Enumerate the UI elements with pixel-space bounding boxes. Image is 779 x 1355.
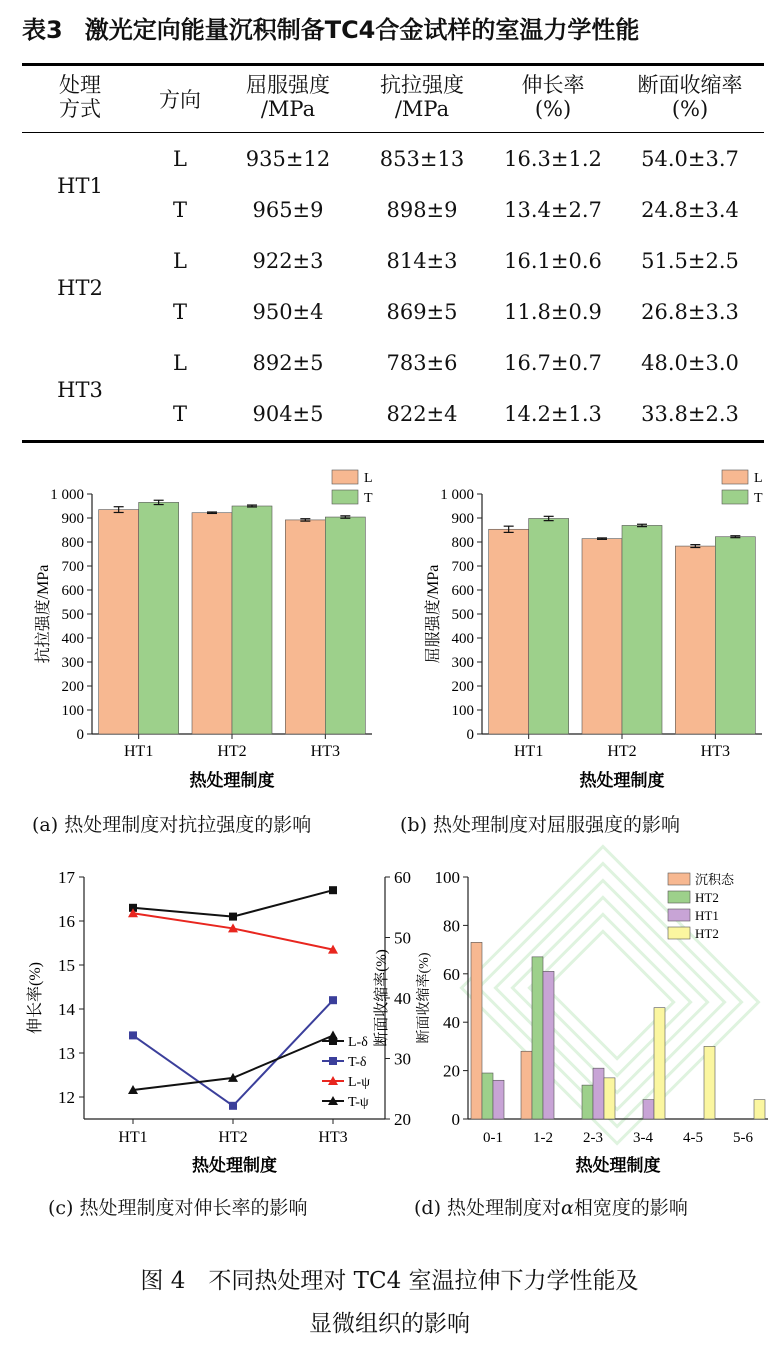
x-tick-label: 5-6 [733,1130,753,1146]
y-tick-label: 200 [61,679,84,695]
chart-yield-strength [390,462,779,802]
header-yield-line1: 屈服强度 [246,73,330,97]
bar-T-HT1 [529,518,569,734]
y-tick-label: 14 [58,1000,75,1019]
cell-direction: L [173,249,187,273]
x-tick-label: HT3 [700,743,730,760]
legend-swatch [668,873,690,885]
y-tick-label: 600 [61,583,84,599]
caption-d-prefix: (d) 热处理制度对 [414,1197,562,1219]
header-tensile-line1: 抗拉强度 [380,73,464,97]
y-axis-right-title: 断面收缩率(%) [374,949,390,1047]
legend-marker [329,1057,337,1065]
legend-label: L-ψ [348,1075,370,1090]
y-right-tick-label: 60 [394,868,411,887]
header-treatment-line2: 方式 [59,97,101,121]
bar-沉积态-0-1 [471,942,482,1119]
legend-label: T-ψ [348,1095,369,1110]
x-tick-label: 3-4 [633,1130,653,1146]
y-tick-label: 60 [443,964,460,984]
bar-HT2-4-5 [704,1046,715,1119]
y-axis-title: 断面收缩率(%) [417,952,432,1044]
x-tick-label: 4-5 [683,1130,703,1146]
header-treatment-line1: 处理 [59,73,101,97]
y-tick-label: 100 [61,703,84,719]
y-tick-label: 900 [451,511,474,527]
x-axis-title: 热处理制度 [575,1156,661,1175]
y-tick-label: 13 [58,1044,75,1063]
table-title [22,10,762,50]
legend-swatch-L [332,470,358,484]
y-tick-label: 900 [61,511,84,527]
table-bottom-rule [22,440,764,443]
header-reduction [620,73,760,121]
cell-elongation: 16.1±0.6 [504,249,602,273]
bar-HT2-1-2 [532,957,543,1119]
data-point-L-δ [329,886,337,894]
legend-swatch [668,891,690,903]
x-tick-label: 0-1 [483,1130,503,1146]
bar-T-HT2 [232,506,272,734]
bar-沉积态-1-2 [521,1051,532,1119]
y-right-tick-label: 50 [394,928,411,948]
header-tensile [362,73,482,121]
bar-T-HT3 [715,537,755,734]
cell-direction: L [173,147,187,171]
cell-tensile: 869±5 [386,300,458,324]
x-tick-label: 2-3 [583,1130,603,1146]
cell-direction: T [172,300,187,324]
y-tick-label: 800 [451,535,474,551]
legend-swatch-T [722,490,748,504]
y-tick-label: 16 [58,912,75,931]
header-elongation-line2: (%) [534,97,572,121]
y-tick-label: 600 [451,583,474,599]
caption-c: (c) 热处理制度对伸长率的影响 [48,1197,308,1219]
bar-HT1-0-1 [493,1080,504,1119]
x-axis-title: 热处理制度 [579,771,665,790]
legend-swatch-T [332,490,358,504]
cell-elongation: 13.4±2.7 [504,198,602,222]
y-tick-label: 700 [451,559,474,575]
header-yield-line2: /MPa [260,97,316,121]
chart-elongation [0,855,411,1185]
legend-label: HT1 [695,908,719,923]
bar-HT1-1-2 [543,971,554,1119]
y-tick-label: 40 [443,1013,460,1033]
bar-HT1-2-3 [593,1068,604,1119]
table-number: 表3 [22,16,63,44]
header-elongation [498,73,608,121]
figure-caption-line1: 图 4 不同热处理对 TC4 室温拉伸下力学性能及 [140,1268,639,1294]
cell-reduction: 54.0±3.7 [641,147,739,171]
bar-L-HT2 [192,513,232,734]
header-direction-text: 方向 [159,88,201,112]
legend-label: HT2 [695,890,719,905]
data-point-T-δ [329,996,337,1004]
legend-label: T-δ [348,1055,367,1070]
data-point-T-δ [129,1031,137,1039]
group-name: HT2 [57,276,103,300]
series-line-T-δ [133,1000,333,1106]
y-tick-label: 400 [451,631,474,647]
cell-reduction: 51.5±2.5 [641,249,739,273]
x-tick-label: HT1 [118,1129,148,1146]
legend-marker [329,1037,337,1045]
y-axis-title: 屈服强度/MPa [425,564,442,664]
bar-L-HT3 [285,520,325,734]
x-tick-label: 1-2 [533,1130,553,1146]
x-tick-label: HT1 [514,743,544,760]
y-right-tick-label: 20 [394,1110,411,1129]
legend-label: T [754,491,763,506]
header-direction [140,88,220,112]
y-tick-label: 300 [451,655,474,671]
bar-L-HT3 [675,546,715,734]
x-tick-label: HT1 [124,743,154,760]
legend-label: T [364,491,373,506]
legend-swatch [668,927,690,939]
cell-direction: T [172,402,187,426]
cell-elongation: 16.7±0.7 [504,351,602,375]
legend-label: 沉积态 [695,872,735,887]
y-tick-label: 200 [451,679,474,695]
bar-HT1-3-4 [643,1100,654,1119]
bar-L-HT1 [489,529,529,734]
cell-tensile: 783±6 [386,351,458,375]
y-tick-label: 0 [451,1110,460,1129]
y-tick-label: 20 [443,1061,460,1081]
bar-L-HT2 [582,539,622,734]
group-name: HT1 [57,174,103,198]
bar-T-HT3 [325,517,365,734]
y-tick-label: 100 [451,703,474,719]
cell-yield: 965±9 [252,198,324,222]
cell-tensile: 898±9 [386,198,458,222]
table-header-rule [22,132,764,133]
cell-reduction: 24.8±3.4 [641,198,739,222]
table-top-rule [22,63,764,66]
y-tick-label: 800 [61,535,84,551]
header-tensile-line2: /MPa [394,97,450,121]
y-tick-label: 15 [58,956,75,975]
caption-d-suffix: 相宽度的影响 [573,1197,688,1219]
legend-swatch [668,909,690,921]
x-tick-label: HT2 [218,1129,248,1146]
legend-label: L-δ [348,1035,368,1050]
bar-HT2-0-1 [482,1073,493,1119]
header-reduction-line1: 断面收缩率 [637,73,743,97]
y-axis-title: 伸长率(%) [27,962,44,1034]
data-point-T-δ [229,1102,237,1110]
y-tick-label: 500 [451,607,474,623]
legend-label: HT2 [695,926,719,941]
legend-label: L [754,471,763,486]
x-tick-label: HT2 [607,743,637,760]
legend-swatch-L [722,470,748,484]
caption-d [414,1193,688,1220]
cell-yield: 904±5 [252,402,324,426]
y-tick-label: 700 [61,559,84,575]
cell-yield: 922±3 [252,249,324,273]
header-reduction-line2: (%) [671,97,709,121]
table-title-text: 激光定向能量沉积制备TC4合金试样的室温力学性能 [84,16,640,44]
cell-direction: L [173,351,187,375]
figure-caption-line2: 显微组织的影响 [309,1311,470,1337]
caption-a: (a) 热处理制度对抗拉强度的影响 [32,814,312,836]
y-tick-label: 1 000 [440,487,474,503]
y-tick-label: 0 [466,727,474,743]
y-tick-label: 1 000 [50,487,84,503]
legend-label: L [364,471,373,486]
header-yield [228,73,348,121]
y-right-tick-label: 40 [394,989,411,1008]
cell-elongation: 16.3±1.2 [504,147,602,171]
x-tick-label: HT3 [310,743,340,760]
cell-tensile: 814±3 [386,249,458,273]
cell-elongation: 11.8±0.9 [504,300,602,324]
bar-T-HT1 [139,502,179,734]
cell-yield: 935±12 [245,147,331,171]
caption-b: (b) 热处理制度对屈服强度的影响 [400,814,681,836]
bar-T-HT2 [622,525,662,734]
y-tick-label: 500 [61,607,84,623]
cell-reduction: 48.0±3.0 [641,351,739,375]
y-axis-title: 抗拉强度/MPa [35,564,52,664]
y-tick-label: 80 [443,916,460,936]
cell-tensile: 822±4 [386,402,458,426]
data-point-L-δ [229,913,237,921]
caption-d-alpha: α [561,1197,574,1219]
cell-yield: 892±5 [252,351,324,375]
x-axis-title: 热处理制度 [192,1156,277,1175]
bar-HT2-5-6 [754,1100,765,1119]
chart-tensile-strength [0,462,390,802]
cell-direction: T [172,198,187,222]
bar-HT2-2-3 [604,1078,615,1119]
x-tick-label: HT2 [217,743,247,760]
y-tick-label: 0 [76,727,84,743]
bar-L-HT1 [99,510,139,734]
bar-HT2-3-4 [654,1008,665,1119]
cell-reduction: 26.8±3.3 [641,300,739,324]
bar-HT2-2-3 [582,1085,593,1119]
cell-elongation: 14.2±1.3 [504,402,602,426]
y-tick-label: 300 [61,655,84,671]
group-name: HT3 [57,378,103,402]
y-tick-label: 12 [58,1088,75,1107]
chart-alpha-width [400,855,779,1185]
y-right-tick-label: 30 [394,1049,411,1069]
header-elongation-line1: 伸长率 [521,73,585,97]
cell-tensile: 853±13 [379,147,465,171]
y-tick-label: 400 [61,631,84,647]
header-treatment [40,73,120,121]
y-tick-label: 17 [58,868,75,887]
y-tick-label: 100 [434,868,460,887]
cell-reduction: 33.8±2.3 [641,402,739,426]
x-axis-title: 热处理制度 [189,771,275,790]
x-tick-label: HT3 [318,1129,348,1146]
cell-yield: 950±4 [252,300,324,324]
